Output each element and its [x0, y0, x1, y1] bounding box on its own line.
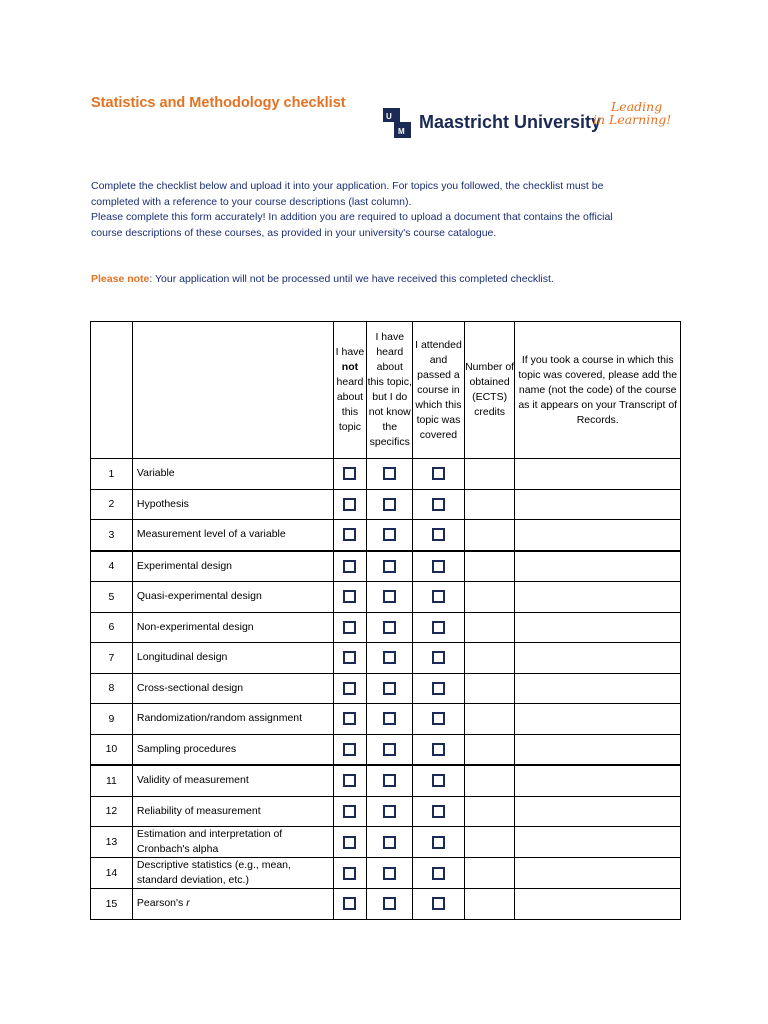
topic-label: [132, 765, 333, 796]
cell-heard: [367, 673, 413, 704]
topic-text: Pearson's: [136, 897, 184, 910]
checkbox-not-heard[interactable]: [343, 651, 356, 664]
topic-text: Reliability of measurement: [136, 804, 261, 817]
table-row: [91, 704, 681, 735]
table-row: [91, 889, 681, 920]
checkbox-heard[interactable]: [383, 867, 396, 880]
credits-field[interactable]: [464, 704, 515, 735]
credits-field[interactable]: [464, 796, 515, 827]
course-name-field[interactable]: [515, 889, 681, 920]
checkbox-attended[interactable]: [432, 651, 445, 664]
checkbox-attended[interactable]: [432, 867, 445, 880]
cell-not-heard: [333, 704, 367, 735]
topic-text: Variable: [136, 467, 175, 480]
cell-heard: [367, 889, 413, 920]
row-number: 8: [91, 673, 133, 704]
slogan-line1: Leading: [611, 99, 663, 114]
header-heard: I have heard about this topic, but I do not know the specifics: [367, 322, 413, 459]
topic-text: Quasi-experimental design: [136, 590, 262, 603]
checkbox-not-heard[interactable]: [343, 897, 356, 910]
topic-label: [132, 489, 333, 520]
checkbox-attended[interactable]: [432, 712, 445, 725]
checkbox-not-heard[interactable]: [343, 467, 356, 480]
university-logo: [383, 100, 673, 148]
cell-heard: [367, 643, 413, 674]
header-topic: [132, 322, 333, 459]
cell-not-heard: [333, 489, 367, 520]
note: [91, 273, 554, 285]
topic-label: [132, 827, 333, 858]
intro-line: Complete the checklist below and upload it into your application. For topics you followed, the checklist must be: [91, 180, 604, 192]
cell-attended: [413, 643, 465, 674]
checklist-table: [90, 321, 681, 920]
intro-line: Please complete this form accurately! In addition you are required to upload a document that contains the official: [91, 211, 613, 223]
cell-attended: [413, 765, 465, 796]
topic-text: Randomization/random assignment: [136, 712, 303, 725]
cell-attended: [413, 612, 465, 643]
intro-line: course descriptions of these courses, as provided in your university's course catalogue.: [91, 226, 497, 239]
cell-attended: [413, 459, 465, 490]
cell-heard: [367, 489, 413, 520]
credits-field[interactable]: [464, 673, 515, 704]
topic-label: [132, 643, 333, 674]
checkbox-attended[interactable]: [432, 743, 445, 756]
course-name-field[interactable]: [515, 551, 681, 582]
table-row: [91, 489, 681, 520]
checkbox-attended[interactable]: [432, 682, 445, 695]
course-name-field[interactable]: [515, 582, 681, 613]
cell-attended: [413, 704, 465, 735]
header-text: I have: [335, 346, 365, 358]
header-num: [91, 322, 133, 459]
checkbox-heard[interactable]: [383, 498, 396, 511]
course-name-field[interactable]: [515, 704, 681, 735]
checkbox-heard[interactable]: [383, 897, 396, 910]
checkbox-heard[interactable]: [383, 836, 396, 849]
checkbox-not-heard[interactable]: [343, 528, 356, 541]
checkbox-heard[interactable]: [383, 651, 396, 664]
page-title: Statistics and Methodology checklist: [91, 95, 346, 111]
credits-field[interactable]: [464, 734, 515, 765]
cell-not-heard: [333, 858, 367, 889]
topic-label: [132, 858, 333, 889]
header-not-heard: [333, 322, 367, 459]
topic-text: Measurement level of a variable: [136, 528, 286, 541]
svg-text:U: U: [386, 112, 392, 121]
row-number: 11: [91, 765, 133, 796]
checkbox-attended[interactable]: [432, 528, 445, 541]
note-label: Please note: [91, 273, 150, 285]
cell-not-heard: [333, 612, 367, 643]
credits-field[interactable]: [464, 643, 515, 674]
checkbox-attended[interactable]: [432, 498, 445, 511]
table-row: [91, 551, 681, 582]
row-number: 13: [91, 827, 133, 858]
checkbox-not-heard[interactable]: [343, 682, 356, 695]
checkbox-heard[interactable]: [383, 805, 396, 818]
row-number: 1: [91, 459, 133, 490]
checkbox-attended[interactable]: [432, 805, 445, 818]
checkbox-heard[interactable]: [383, 743, 396, 756]
checkbox-not-heard[interactable]: [343, 836, 356, 849]
credits-field[interactable]: [464, 520, 515, 551]
cell-heard: [367, 704, 413, 735]
row-number: 5: [91, 582, 133, 613]
cell-not-heard: [333, 582, 367, 613]
topic-label: [132, 582, 333, 613]
cell-attended: [413, 858, 465, 889]
cell-heard: [367, 612, 413, 643]
checkbox-not-heard[interactable]: [343, 867, 356, 880]
credits-field[interactable]: [464, 551, 515, 582]
cell-not-heard: [333, 459, 367, 490]
intro-text: [91, 179, 691, 241]
cell-heard: [367, 858, 413, 889]
cell-heard: [367, 551, 413, 582]
course-name-field[interactable]: [515, 734, 681, 765]
credits-field[interactable]: [464, 459, 515, 490]
course-name-field[interactable]: [515, 459, 681, 490]
svg-text:M: M: [398, 127, 405, 136]
note-text: : Your application will not be processed until we have received this completed checklist.: [149, 273, 554, 285]
checkbox-attended[interactable]: [432, 836, 445, 849]
checkbox-attended[interactable]: [432, 467, 445, 480]
course-name-field[interactable]: [515, 489, 681, 520]
cell-not-heard: [333, 765, 367, 796]
course-name-field[interactable]: [515, 796, 681, 827]
topic-label: [132, 459, 333, 490]
checkbox-not-heard[interactable]: [343, 498, 356, 511]
row-number: 7: [91, 643, 133, 674]
credits-field[interactable]: [464, 612, 515, 643]
credits-field[interactable]: [464, 889, 515, 920]
cell-attended: [413, 520, 465, 551]
topic-label: [132, 796, 333, 827]
table-row: [91, 858, 681, 889]
cell-not-heard: [333, 551, 367, 582]
table-row: [91, 734, 681, 765]
logo-text: Maastricht University: [419, 112, 602, 132]
header-text-bold: not: [341, 361, 359, 373]
checkbox-not-heard[interactable]: [343, 774, 356, 787]
table-row: [91, 673, 681, 704]
header-text: heard about this topic: [336, 376, 364, 433]
topic-text: Hypothesis: [136, 497, 189, 510]
topic-text: Experimental design: [136, 559, 233, 572]
checkbox-heard[interactable]: [383, 528, 396, 541]
row-number: 14: [91, 858, 133, 889]
table-row: [91, 520, 681, 551]
cell-attended: [413, 582, 465, 613]
table-row: [91, 796, 681, 827]
topic-text: Descriptive statistics (e.g., mean, standard deviation, etc.): [136, 859, 291, 886]
credits-field[interactable]: [464, 489, 515, 520]
checkbox-heard[interactable]: [383, 774, 396, 787]
cell-not-heard: [333, 643, 367, 674]
topic-text: Longitudinal design: [136, 651, 228, 664]
checkbox-not-heard[interactable]: [343, 712, 356, 725]
topic-text-italic: r: [186, 897, 190, 910]
topic-text: Estimation and interpretation of Cronbach's alpha: [136, 828, 283, 855]
topic-label: [132, 673, 333, 704]
cell-heard: [367, 734, 413, 765]
checkbox-heard[interactable]: [383, 590, 396, 603]
row-number: 9: [91, 704, 133, 735]
cell-attended: [413, 673, 465, 704]
checkbox-heard[interactable]: [383, 467, 396, 480]
credits-field[interactable]: [464, 827, 515, 858]
table-row: [91, 827, 681, 858]
table-row: [91, 643, 681, 674]
topic-label: [132, 734, 333, 765]
row-number: 4: [91, 551, 133, 582]
intro-line: completed with a reference to your course descriptions (last column).: [91, 195, 412, 208]
checkbox-heard[interactable]: [383, 621, 396, 634]
cell-not-heard: [333, 673, 367, 704]
cell-not-heard: [333, 889, 367, 920]
checkbox-attended[interactable]: [432, 621, 445, 634]
course-name-field[interactable]: [515, 827, 681, 858]
course-name-field[interactable]: [515, 520, 681, 551]
row-number: 3: [91, 520, 133, 551]
um-logo-icon: [383, 108, 411, 138]
cell-attended: [413, 796, 465, 827]
checkbox-not-heard[interactable]: [343, 560, 356, 573]
table-row: [91, 459, 681, 490]
checkbox-not-heard[interactable]: [343, 621, 356, 634]
cell-heard: [367, 520, 413, 551]
cell-attended: [413, 489, 465, 520]
topic-text: Cross-sectional design: [136, 681, 244, 694]
table-header-row: [91, 322, 681, 459]
credits-field[interactable]: [464, 858, 515, 889]
row-number: 2: [91, 489, 133, 520]
course-name-field[interactable]: [515, 643, 681, 674]
cell-not-heard: [333, 520, 367, 551]
row-number: 6: [91, 612, 133, 643]
cell-not-heard: [333, 796, 367, 827]
checkbox-heard[interactable]: [383, 682, 396, 695]
header-credits: Number of obtained (ECTS) credits: [464, 322, 515, 459]
slogan-line2: in Learning!: [593, 112, 672, 127]
cell-attended: [413, 889, 465, 920]
row-number: 15: [91, 889, 133, 920]
cell-heard: [367, 459, 413, 490]
checkbox-heard[interactable]: [383, 712, 396, 725]
cell-not-heard: [333, 827, 367, 858]
checkbox-not-heard[interactable]: [343, 743, 356, 756]
topic-label: [132, 704, 333, 735]
course-name-field[interactable]: [515, 612, 681, 643]
cell-heard: [367, 765, 413, 796]
cell-heard: [367, 582, 413, 613]
checkbox-heard[interactable]: [383, 560, 396, 573]
table-row: [91, 765, 681, 796]
table-row: [91, 612, 681, 643]
checkbox-not-heard[interactable]: [343, 805, 356, 818]
topic-label: [132, 612, 333, 643]
cell-attended: [413, 551, 465, 582]
topic-text: Validity of measurement: [136, 774, 249, 787]
checkbox-attended[interactable]: [432, 774, 445, 787]
topic-label: [132, 520, 333, 551]
topic-text: Non-experimental design: [136, 620, 254, 633]
topic-label: [132, 551, 333, 582]
table-row: [91, 582, 681, 613]
credits-field[interactable]: [464, 765, 515, 796]
checkbox-not-heard[interactable]: [343, 590, 356, 603]
topic-label: [132, 889, 333, 920]
checkbox-attended[interactable]: [432, 560, 445, 573]
course-name-field[interactable]: [515, 673, 681, 704]
course-name-field[interactable]: [515, 765, 681, 796]
cell-attended: [413, 734, 465, 765]
row-number: 10: [91, 734, 133, 765]
header-course-name: If you took a course in which this topic was covered, please add the name (not the code) of the course as it appears on your Transcript of Records.: [515, 322, 681, 459]
checkbox-attended[interactable]: [432, 897, 445, 910]
cell-heard: [367, 827, 413, 858]
row-number: 12: [91, 796, 133, 827]
checkbox-attended[interactable]: [432, 590, 445, 603]
cell-attended: [413, 827, 465, 858]
slogan: [593, 100, 673, 126]
credits-field[interactable]: [464, 582, 515, 613]
course-name-field[interactable]: [515, 858, 681, 889]
cell-heard: [367, 796, 413, 827]
cell-not-heard: [333, 734, 367, 765]
topic-text: Sampling procedures: [136, 742, 237, 755]
header-attended: I attended and passed a course in which this topic was covered: [413, 322, 465, 459]
